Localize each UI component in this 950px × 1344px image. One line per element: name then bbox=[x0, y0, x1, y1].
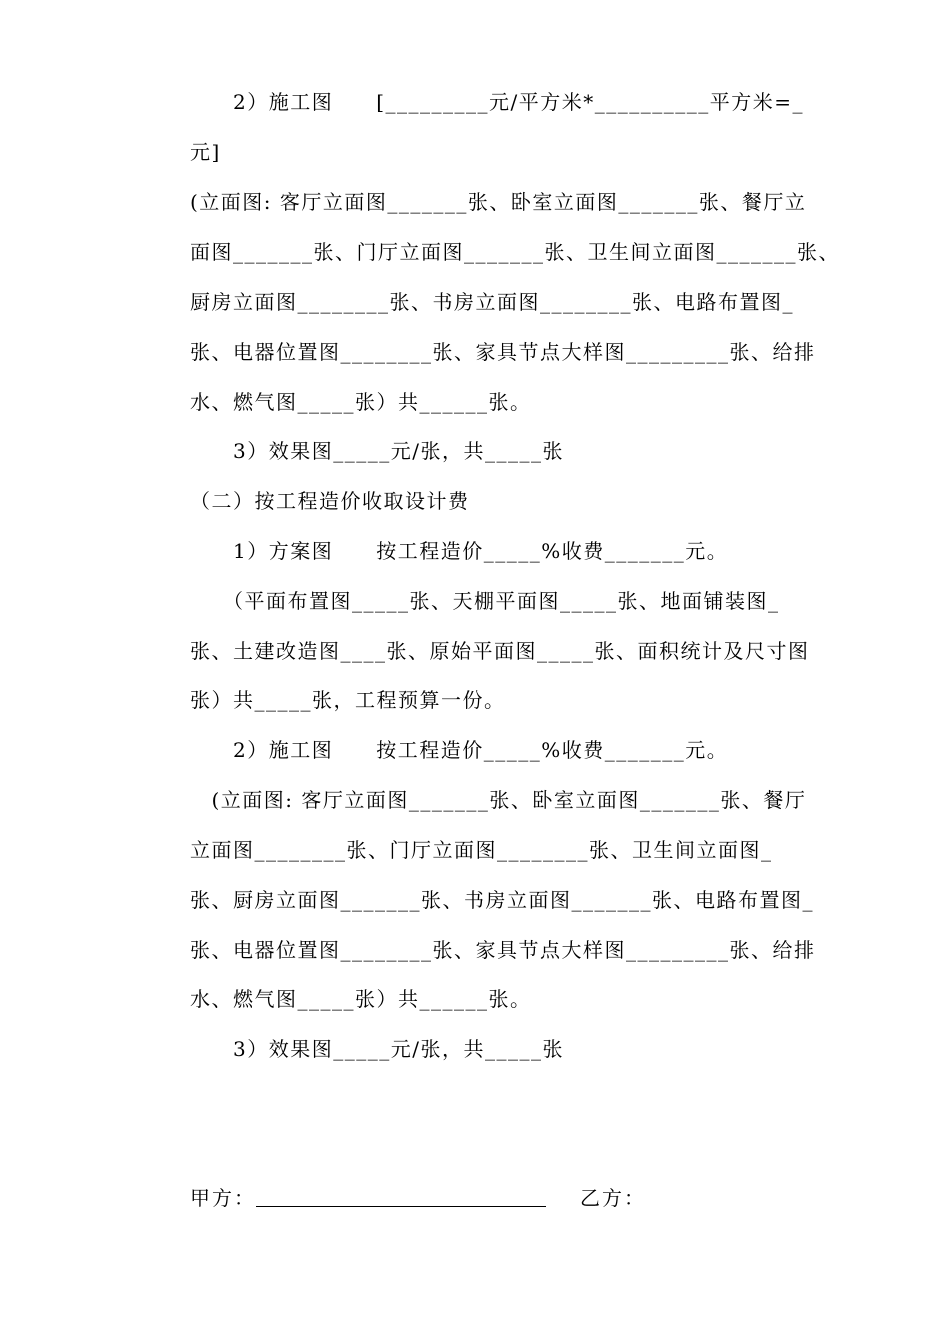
text-line-1: 2）施工图 [_________元/平方米*__________平方米=_ bbox=[190, 90, 805, 114]
text-line-16: 立面图________张、门厅立面图________张、卫生间立面图_ bbox=[190, 838, 773, 862]
text-line-13: 张）共_____张，工程预算一份。 bbox=[190, 688, 506, 712]
text-line-2: 元] bbox=[190, 140, 221, 164]
party-a-label: 甲方： bbox=[190, 1186, 256, 1210]
text-line-5: 厨房立面图________张、书房立面图________张、电路布置图_ bbox=[190, 290, 794, 314]
text-line-15: (立面图: 客厅立面图_______张、卧室立面图_______张、餐厅 bbox=[190, 788, 807, 812]
text-line-14: 2）施工图 按工程造价_____%收费_______元。 bbox=[190, 738, 729, 762]
party-a-signature-line bbox=[256, 1206, 546, 1207]
text-line-18: 张、电器位置图________张、家具节点大样图_________张、给排 bbox=[190, 938, 816, 962]
text-line-19: 水、燃气图_____张）共______张。 bbox=[190, 987, 532, 1011]
text-line-20: 3）效果图_____元/张，共_____张 bbox=[190, 1037, 564, 1061]
text-line-6: 张、电器位置图________张、家具节点大样图_________张、给排 bbox=[190, 340, 816, 364]
text-line-12: 张、土建改造图____张、原始平面图_____张、面积统计及尺寸图 bbox=[190, 639, 810, 663]
text-line-8: 3）效果图_____元/张，共_____张 bbox=[190, 439, 564, 463]
party-b-label: 乙方： bbox=[580, 1186, 646, 1210]
text-line-11: （平面布置图_____张、天棚平面图_____张、地面铺装图_ bbox=[190, 589, 780, 613]
text-line-17: 张、厨房立面图_______张、书房立面图_______张、电路布置图_ bbox=[190, 888, 814, 912]
text-line-10: 1）方案图 按工程造价_____%收费_______元。 bbox=[190, 539, 729, 563]
text-line-3: (立面图: 客厅立面图_______张、卧室立面图_______张、餐厅立 bbox=[190, 190, 807, 214]
text-line-4: 面图_______张、门厅立面图_______张、卫生间立面图_______张、 bbox=[190, 240, 840, 264]
text-line-7: 水、燃气图_____张）共______张。 bbox=[190, 390, 532, 414]
section-heading: （二）按工程造价收取设计费 bbox=[190, 489, 470, 513]
